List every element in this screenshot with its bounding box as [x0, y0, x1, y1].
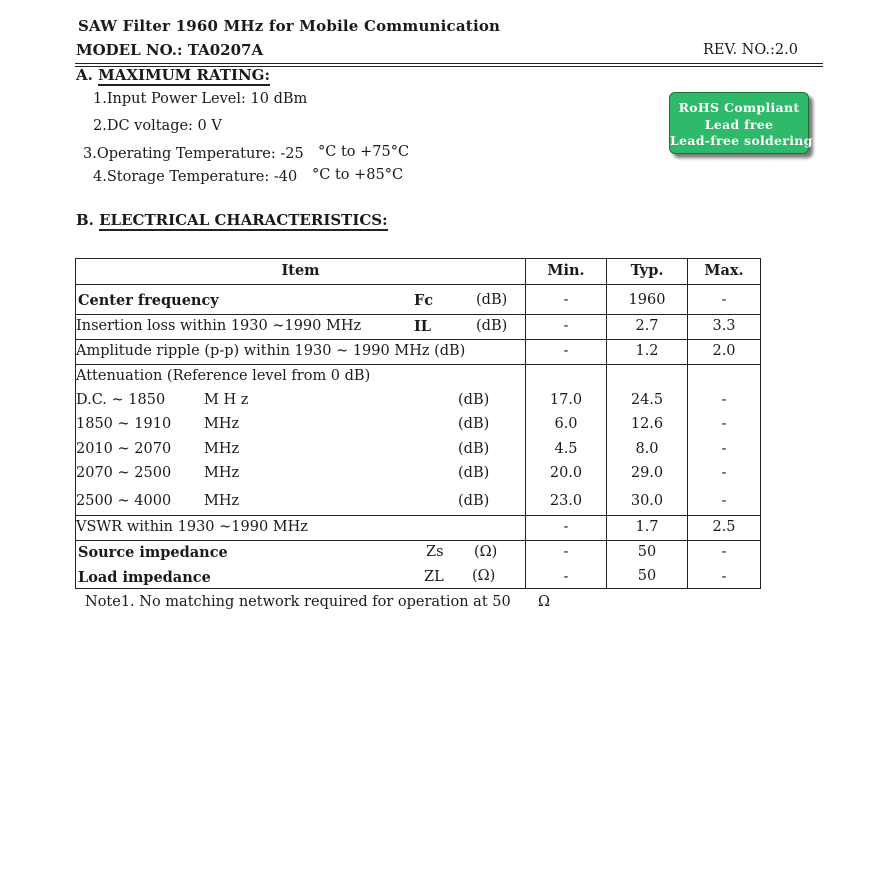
center-frequency-min: -	[563, 292, 569, 308]
center-frequency-unit: (dB)	[476, 292, 508, 308]
rating-storage-temp: 4.Storage Temperature: -40	[93, 169, 298, 185]
attenuation-min: 6.0	[554, 416, 578, 432]
attenuation-min: 23.0	[549, 493, 583, 509]
attenuation-max: -	[721, 465, 727, 481]
header-min: Min.	[547, 262, 585, 279]
vswr-max: 2.5	[712, 519, 736, 535]
attenuation-unit: (dB)	[458, 465, 490, 481]
center-frequency-typ: 1960	[628, 292, 666, 308]
rating-dc-voltage: 2.DC voltage: 0 V	[93, 118, 222, 134]
rating-operating-temp: 3.Operating Temperature: -25	[83, 146, 304, 162]
insertion-loss-unit: (dB)	[476, 318, 508, 334]
attenuation-min: 4.5	[554, 441, 578, 457]
attenuation-unit: (dB)	[458, 416, 490, 432]
insertion-loss-min: -	[563, 318, 569, 334]
section-b-prefix: B.	[76, 211, 100, 229]
rating-operating-temp-range: °C to +75°C	[318, 144, 410, 160]
section-a-title: MAXIMUM RATING:	[98, 66, 271, 84]
vswr-typ: 1.7	[635, 519, 659, 535]
badge-line-lead-free: Lead free	[704, 116, 774, 132]
revision-number: REV. NO.:2.0	[703, 42, 798, 58]
attenuation-max: -	[721, 493, 727, 509]
attenuation-max: -	[721, 416, 727, 432]
attenuation-label: Attenuation (Reference level from 0 dB)	[76, 368, 371, 384]
model-number: MODEL NO.: TA0207A	[76, 41, 264, 59]
attenuation-min: 20.0	[549, 465, 583, 481]
rating-input-power: 1.Input Power Level: 10 dBm	[93, 91, 308, 107]
amplitude-ripple-min: -	[563, 343, 569, 359]
amplitude-ripple-label: Amplitude ripple (p-p) within 1930 ~ 1990 MHz (dB)	[76, 343, 466, 359]
load-impedance-symbol: ZL	[424, 569, 444, 585]
attenuation-typ: 30.0	[630, 493, 664, 509]
attenuation-mhz: MHz	[204, 416, 240, 432]
attenuation-mhz: M H z	[204, 392, 249, 408]
center-frequency-label: Center frequency	[78, 292, 219, 309]
insertion-loss-label: Insertion loss within 1930 ~1990 MHz	[76, 318, 362, 334]
row-divider	[76, 339, 760, 340]
source-impedance-symbol: Zs	[426, 544, 444, 560]
header-divider-top	[75, 63, 823, 64]
attenuation-max: -	[721, 441, 727, 457]
section-b-heading	[76, 211, 388, 229]
attenuation-unit: (dB)	[458, 441, 490, 457]
insertion-loss-symbol: IL	[414, 318, 431, 335]
source-impedance-min: -	[563, 544, 569, 560]
attenuation-unit: (dB)	[458, 392, 490, 408]
rohs-compliance-badge	[669, 92, 813, 154]
vswr-label: VSWR within 1930 ~1990 MHz	[76, 519, 308, 535]
footnote: Note1. No matching network required for operation at 50	[85, 594, 511, 610]
source-impedance-typ: 50	[637, 544, 657, 560]
amplitude-ripple-max: 2.0	[712, 343, 736, 359]
amplitude-ripple-typ: 1.2	[635, 343, 659, 359]
header-typ: Typ.	[630, 262, 664, 279]
document-title: SAW Filter 1960 MHz for Mobile Communication	[78, 17, 501, 35]
insertion-loss-typ: 2.7	[635, 318, 659, 334]
footnote-ohm-symbol: Ω	[538, 594, 551, 610]
center-frequency-max: -	[721, 292, 727, 308]
attenuation-unit: (dB)	[458, 493, 490, 509]
rating-storage-temp-range: °C to +85°C	[312, 167, 404, 183]
center-frequency-symbol: Fc	[414, 292, 434, 309]
attenuation-min: 17.0	[549, 392, 583, 408]
attenuation-mhz: MHz	[204, 441, 240, 457]
attenuation-range: D.C. ~ 1850	[76, 392, 166, 408]
attenuation-range: 2010 ~ 2070	[76, 441, 172, 457]
insertion-loss-max: 3.3	[712, 318, 736, 334]
row-divider	[76, 364, 760, 365]
load-impedance-min: -	[563, 569, 569, 585]
attenuation-range: 2500 ~ 4000	[76, 493, 172, 509]
attenuation-typ: 12.6	[630, 416, 664, 432]
source-impedance-unit: (Ω)	[474, 544, 498, 560]
vswr-min: -	[563, 519, 569, 535]
source-impedance-max: -	[721, 544, 727, 560]
row-divider	[76, 314, 760, 315]
section-b-title: ELECTRICAL CHARACTERISTICS:	[99, 211, 388, 229]
badge-line-soldering: Lead-free soldering	[670, 133, 813, 148]
row-divider	[76, 540, 760, 541]
load-impedance-max: -	[721, 569, 727, 585]
source-impedance-label: Source impedance	[78, 544, 228, 561]
attenuation-range: 2070 ~ 2500	[76, 465, 172, 481]
electrical-characteristics-table	[75, 258, 761, 589]
attenuation-range: 1850 ~ 1910	[76, 416, 172, 432]
section-a-heading	[76, 66, 270, 84]
header-max: Max.	[704, 262, 744, 279]
attenuation-mhz: MHz	[204, 493, 240, 509]
row-divider	[76, 284, 760, 285]
row-divider	[76, 515, 760, 516]
attenuation-typ: 29.0	[630, 465, 664, 481]
header-item: Item	[281, 262, 320, 279]
load-impedance-typ: 50	[637, 568, 657, 584]
attenuation-max: -	[721, 392, 727, 408]
load-impedance-label: Load impedance	[78, 569, 211, 586]
attenuation-mhz: MHz	[204, 465, 240, 481]
section-a-prefix: A.	[76, 66, 99, 84]
badge-line-rohs: RoHS Compliant	[678, 100, 800, 115]
load-impedance-unit: (Ω)	[472, 568, 496, 584]
attenuation-typ: 8.0	[635, 441, 659, 457]
attenuation-typ: 24.5	[630, 392, 664, 408]
